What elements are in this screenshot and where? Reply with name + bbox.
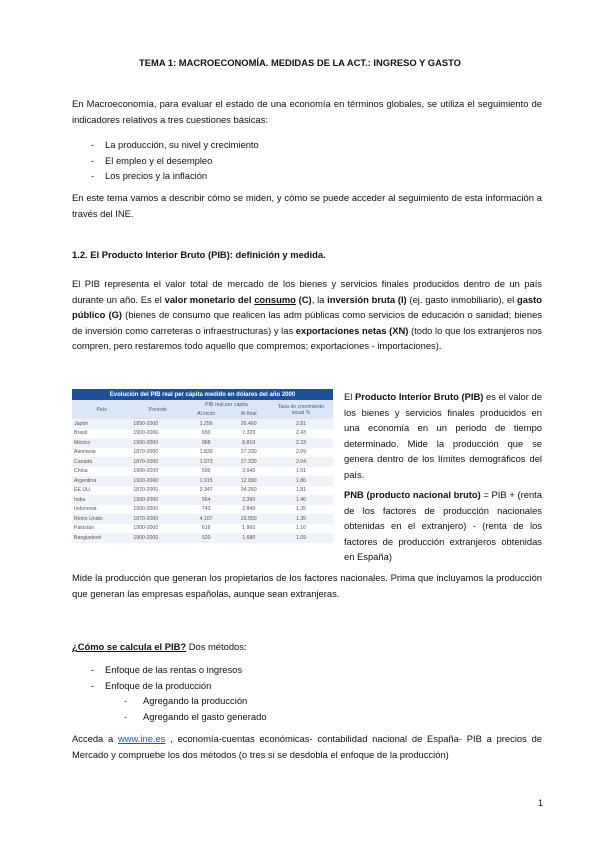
table-cell: 1900-2000	[131, 429, 184, 439]
table-cell: 2.390	[228, 495, 269, 505]
table-cell: 1900-2000	[131, 495, 184, 505]
table-cell: 564	[184, 495, 229, 505]
table-cell: 743	[184, 505, 229, 515]
table-row	[72, 448, 333, 458]
table-row	[72, 429, 333, 439]
table-cell: 1.839	[184, 448, 229, 458]
table-row	[72, 457, 333, 467]
table-cell: Reino Unido	[72, 514, 131, 524]
table-cell: 8.810	[228, 438, 269, 448]
table-cell: 27.330	[228, 448, 269, 458]
table-cell: 4.107	[184, 514, 229, 524]
header-periodo: Periodo	[131, 400, 184, 419]
intro-paragraph: En Macroeconomía, para evaluar el estado de una economía en términos globales, se utiliza el seguimiento de indicadores relativos a tres cuestiones básicas:	[72, 98, 542, 125]
table-cell: 1.35	[269, 505, 333, 515]
table-cell: 27.330	[228, 457, 269, 467]
table-cell: 1900-2000	[131, 438, 184, 448]
table-cell: 1.81	[269, 486, 333, 496]
table-cell: 1870-2000	[131, 448, 184, 458]
table-caption: Evolución del PIB real per cápita medido en dólares del año 2000	[72, 389, 333, 400]
table-row	[72, 533, 333, 543]
table-row	[72, 514, 333, 524]
table-cell: 34.260	[228, 486, 269, 496]
table-cell: 12.090	[228, 476, 269, 486]
table-cell: 1.256	[184, 419, 229, 429]
table-cell: Canadá	[72, 457, 131, 467]
table-cell: Bangladesh	[72, 533, 131, 543]
table-cell: EE.UU.	[72, 486, 131, 496]
table-cell: 1.973	[184, 457, 229, 467]
table-cell: México	[72, 438, 131, 448]
table-cell: 1900-2000	[131, 533, 184, 543]
table-cell: 599	[184, 467, 229, 477]
header-tasa: Tasa de crecimiento anual %	[269, 400, 333, 419]
table-cell: 3.347	[184, 486, 229, 496]
table-cell: 1900-2000	[131, 467, 184, 477]
pnb-paragraph: Mide la producción que generan los propietarios de los factores nacionales. Prima que incluyamos la producción que generan las empresas españolas, aunque sean extranjeras.	[72, 572, 542, 599]
table-cell: 1900-2000	[131, 505, 184, 515]
table-cell: 1.915	[184, 476, 229, 486]
table-cell: 1.46	[269, 495, 333, 505]
list-item: - La producción, su nivel y crecimiento	[72, 137, 259, 153]
table-row	[72, 495, 333, 505]
list-item: - Agregando la producción	[72, 693, 267, 709]
table-cell: Pakistán	[72, 524, 131, 534]
document-title: TEMA 1: MACROECONOMÍA. MEDIDAS DE LA ACT.: INGRESO Y GASTO	[139, 57, 461, 68]
gdp-table	[72, 389, 333, 543]
table-cell: India	[72, 495, 131, 505]
table-row	[72, 438, 333, 448]
table-cell: 1870-2000	[131, 486, 184, 496]
tema-paragraph: En este tema vamos a describir cómo se miden, y cómo se puede acceder al seguimiento de esta información a través del INE.	[72, 192, 542, 219]
table-cell: 2.23	[269, 438, 333, 448]
table-cell: Alemania	[72, 448, 131, 458]
table-cell: Japón	[72, 419, 131, 429]
table-cell: 23.550	[228, 514, 269, 524]
table-row	[72, 524, 333, 534]
table-row	[72, 486, 333, 496]
ine-link[interactable]: www.ine.es	[118, 733, 166, 744]
table-cell: 2.43	[269, 429, 333, 439]
table-cell: 1.86	[269, 476, 333, 486]
section-heading: 1.2. El Producto Interior Bruto (PIB): definición y medida.	[72, 249, 326, 260]
table-cell: 1900-2000	[131, 476, 184, 486]
table-cell: 1.09	[269, 533, 333, 543]
header-group: PIB real per cápita	[184, 400, 269, 410]
access-paragraph: Acceda a www.ine.es , economía-cuentas económicas- contabilidad nacional de España- PIB a precios de Mercado y compruebe los dos métodos (o tres si se desdobla el enfoque de la producción)	[72, 733, 542, 760]
table-cell: 1870-2000	[131, 514, 184, 524]
table-cell: 2.81	[269, 419, 333, 429]
page-number: 1	[538, 798, 544, 808]
side-pnb-paragraph: PNB (producto nacional bruto) = PIB + (renta de los factores de producción nacionales obtenidas en el extranjero) - (renta de los factores de producción extranjeros obtenidas en España)	[344, 489, 542, 562]
list-item: - Los precios y la inflación	[72, 168, 259, 184]
table-body	[72, 419, 333, 543]
table-cell: 3.940	[228, 467, 269, 477]
table-cell: 2.09	[269, 448, 333, 458]
intro-list	[72, 137, 259, 184]
calc-paragraph: ¿Cómo se calcula el PIB? Dos métodos:	[72, 641, 247, 652]
table-cell: 2.840	[228, 505, 269, 515]
side-pib-paragraph: El Producto Interior Bruto (PIB) es el valor de los bienes y servicios finales producidos en una economía en un periodo de tiempo determinado. Mide la producción que se genera dentro de los límites demográficos del país.	[344, 391, 542, 480]
table-cell: 1900-2000	[131, 524, 184, 534]
table-cell: Brasil	[72, 429, 131, 439]
table-cell: 1.35	[269, 514, 333, 524]
table-cell: 1.960	[228, 524, 269, 534]
table-cell: 1.91	[269, 467, 333, 477]
table-cell: 1870-2000	[131, 457, 184, 467]
list-item: - Agregando el gasto generado	[72, 709, 267, 725]
table-row	[72, 476, 333, 486]
table-row	[72, 505, 333, 515]
table-cell: 1890-2000	[131, 419, 184, 429]
header-al-final: Al final	[228, 410, 269, 420]
header-pais: País	[72, 400, 131, 419]
table-cell: 616	[184, 524, 229, 534]
table-cell: China	[72, 467, 131, 477]
table-cell: 650	[184, 429, 229, 439]
list-item: - Enfoque de las rentas o ingresos	[72, 662, 267, 678]
methods-list	[72, 662, 267, 724]
table-cell: 1.680	[228, 533, 269, 543]
table-row	[72, 467, 333, 477]
table-cell: 26.460	[228, 419, 269, 429]
header-al-inicio: Al inicio	[184, 410, 229, 420]
table-cell: Indonesia	[72, 505, 131, 515]
table-row	[72, 419, 333, 429]
list-item: - El empleo y el desempleo	[72, 153, 259, 169]
table-cell: Argentina	[72, 476, 131, 486]
list-item: - Enfoque de la producción	[72, 678, 267, 694]
table-cell: 7.320	[228, 429, 269, 439]
table-cell: 520	[184, 533, 229, 543]
pib-paragraph: El PIB representa el valor total de mercado de los bienes y servicios finales producidos dentro de un país durante un año. Es el valor monetario del consumo (C), la inversión bruta (I) (ej. gasto inmobiliario), el gasto público (G) (bienes de consumo que realicen las adm públicas como servicios de educación o sanidad; bienes de inversión como carreteras o infraestructuras) y las exportaciones netas (XN) (todo lo que los extranjeros nos compren, pero restaremos todo aquello que compremos; exportaciones - importaciones).	[72, 278, 542, 351]
table-cell: 968	[184, 438, 229, 448]
table-cell: 2.04	[269, 457, 333, 467]
table-cell: 1.16	[269, 524, 333, 534]
